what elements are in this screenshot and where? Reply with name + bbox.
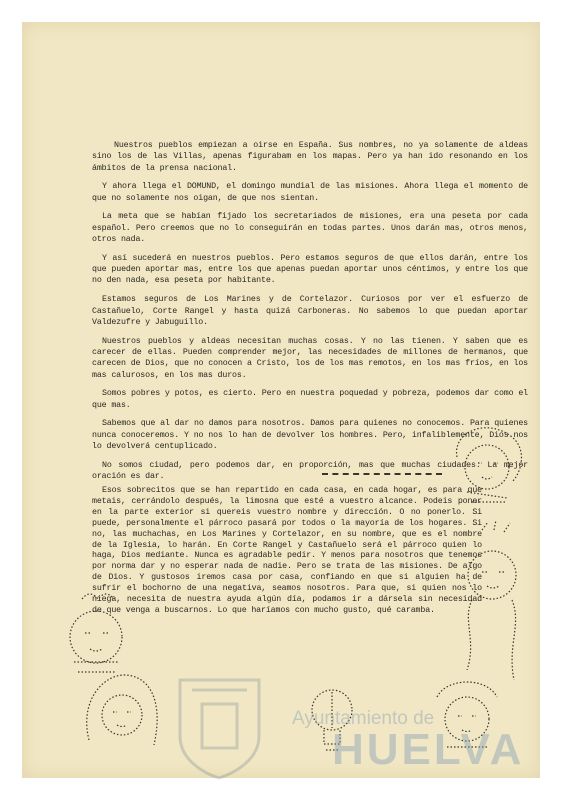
paragraph: La meta que se habían fijado los secretariados de misiones, era una peseta por cada español. Pero creemos que no lo conseguirán en todas partes. Unos darán mas, otros menos, otros nada. xyxy=(92,212,528,245)
closing-paragraph: Esos sobrecitos que se han repartido en cada casa, en cada hogar, es para que metais, cerrándolo después, la limosna que esté a vuestro alcance. Podeis poner en la parte exterior si quereis vuestro nombre y dirección. O no ponerlo. Si puede, personalmente el párroco pasará por todos o la mayoría de los hogares. Si no, las muchachas, en Los Marines y Cortelazor, en su nombre, que es el nombre de la Iglesia, lo harán. En Corte Rangel y Castañuelo será el párroco quien lo haga, Dios mediante. Nunca es agradable pedir. Y menos para nosotros que tenemos por norma dar y no esperar nada de nadie. Pero se trata de las misiones. De algo de Dios. Y gustosos iremos casa por casa, confiando en que si alguien ha de sufrir el bochorno de una negativa, seamos nosotros. Para que, si quien nos lo niega, necesita de nuestra ayuda algún día, podamos ir a dársela sin necesidad de que venga a buscarnos. Lo que haríamos con mucho gusto, qué caramba. xyxy=(92,486,482,615)
child-face-drawing-bottom-left xyxy=(74,670,169,755)
paragraph: Nuestros pueblos empiezan a oirse en España. Sus nombres, no ya solamente de aldeas sino los de las Villas, apenas figurabam en los mapas. Pero ya han ido resonando en los ámbitos de la prensa nacional. xyxy=(92,141,528,173)
paragraph: Sabemos que al dar no damos para nosotros. Damos para quienes no conocemos. Para quienes nunca conoceremos. Y no nos lo han de devolver los hombres. Pero, infaliblemente, Dios nos lo devolverá centuplicado. xyxy=(92,419,528,452)
watermark-line-1: Ayuntamiento de xyxy=(292,708,435,729)
child-face-drawing-right xyxy=(452,520,532,685)
paragraph: Somos pobres y potos, es cierto. Pero en nuestra poquedad y pobreza, podemos dar como el que mas. xyxy=(92,389,528,410)
child-face-drawing-top-right xyxy=(442,417,532,512)
section-divider xyxy=(322,473,442,475)
huelva-watermark xyxy=(292,708,524,772)
paragraph: Y así sucederá en nuestros pueblos. Pero estamos seguros de que ellos darán, entre los que pueden aportar mas, entre los que apenas puedan aportar unos céntimos, y entre los que no den nada, esa peseta por habitante. xyxy=(92,253,528,286)
paragraph: Nuestros pueblos y aldeas necesitan muchas cosas. Y no las tienen. Y saben que es carecer de ellas. Pueden comprender mejor, las necesidades de millones de hermanos, que carecen de Dios, que no conocen a Cristo, los de los mas remotos, en los mas fríos, en los mas calurosos, en los mas duros. xyxy=(92,336,528,380)
watermark-line-2: HUELVA xyxy=(332,725,525,774)
huelva-seal-watermark xyxy=(172,666,267,781)
paragraph: Estamos seguros de Los Marines y de Cortelazor. Curiosos por ver el esfuerzo de Castañuelo, Corte Rangel y hasta quizá Carboneras. No sabemos lo que puedan aportar Valdezufre y Jabuguillo. xyxy=(92,295,528,327)
document-sheet xyxy=(22,22,540,778)
paragraph: Y ahora llega el DOMUND, el domingo mundial de las misiones. Ahora llega el momento de que no solamente nos oigan, de que nos sientan. xyxy=(92,182,528,203)
paragraph: No somos ciudad, pero podemos dar, en proporción, mas que muchas ciudades. La mejor oración es dar. xyxy=(92,460,528,482)
